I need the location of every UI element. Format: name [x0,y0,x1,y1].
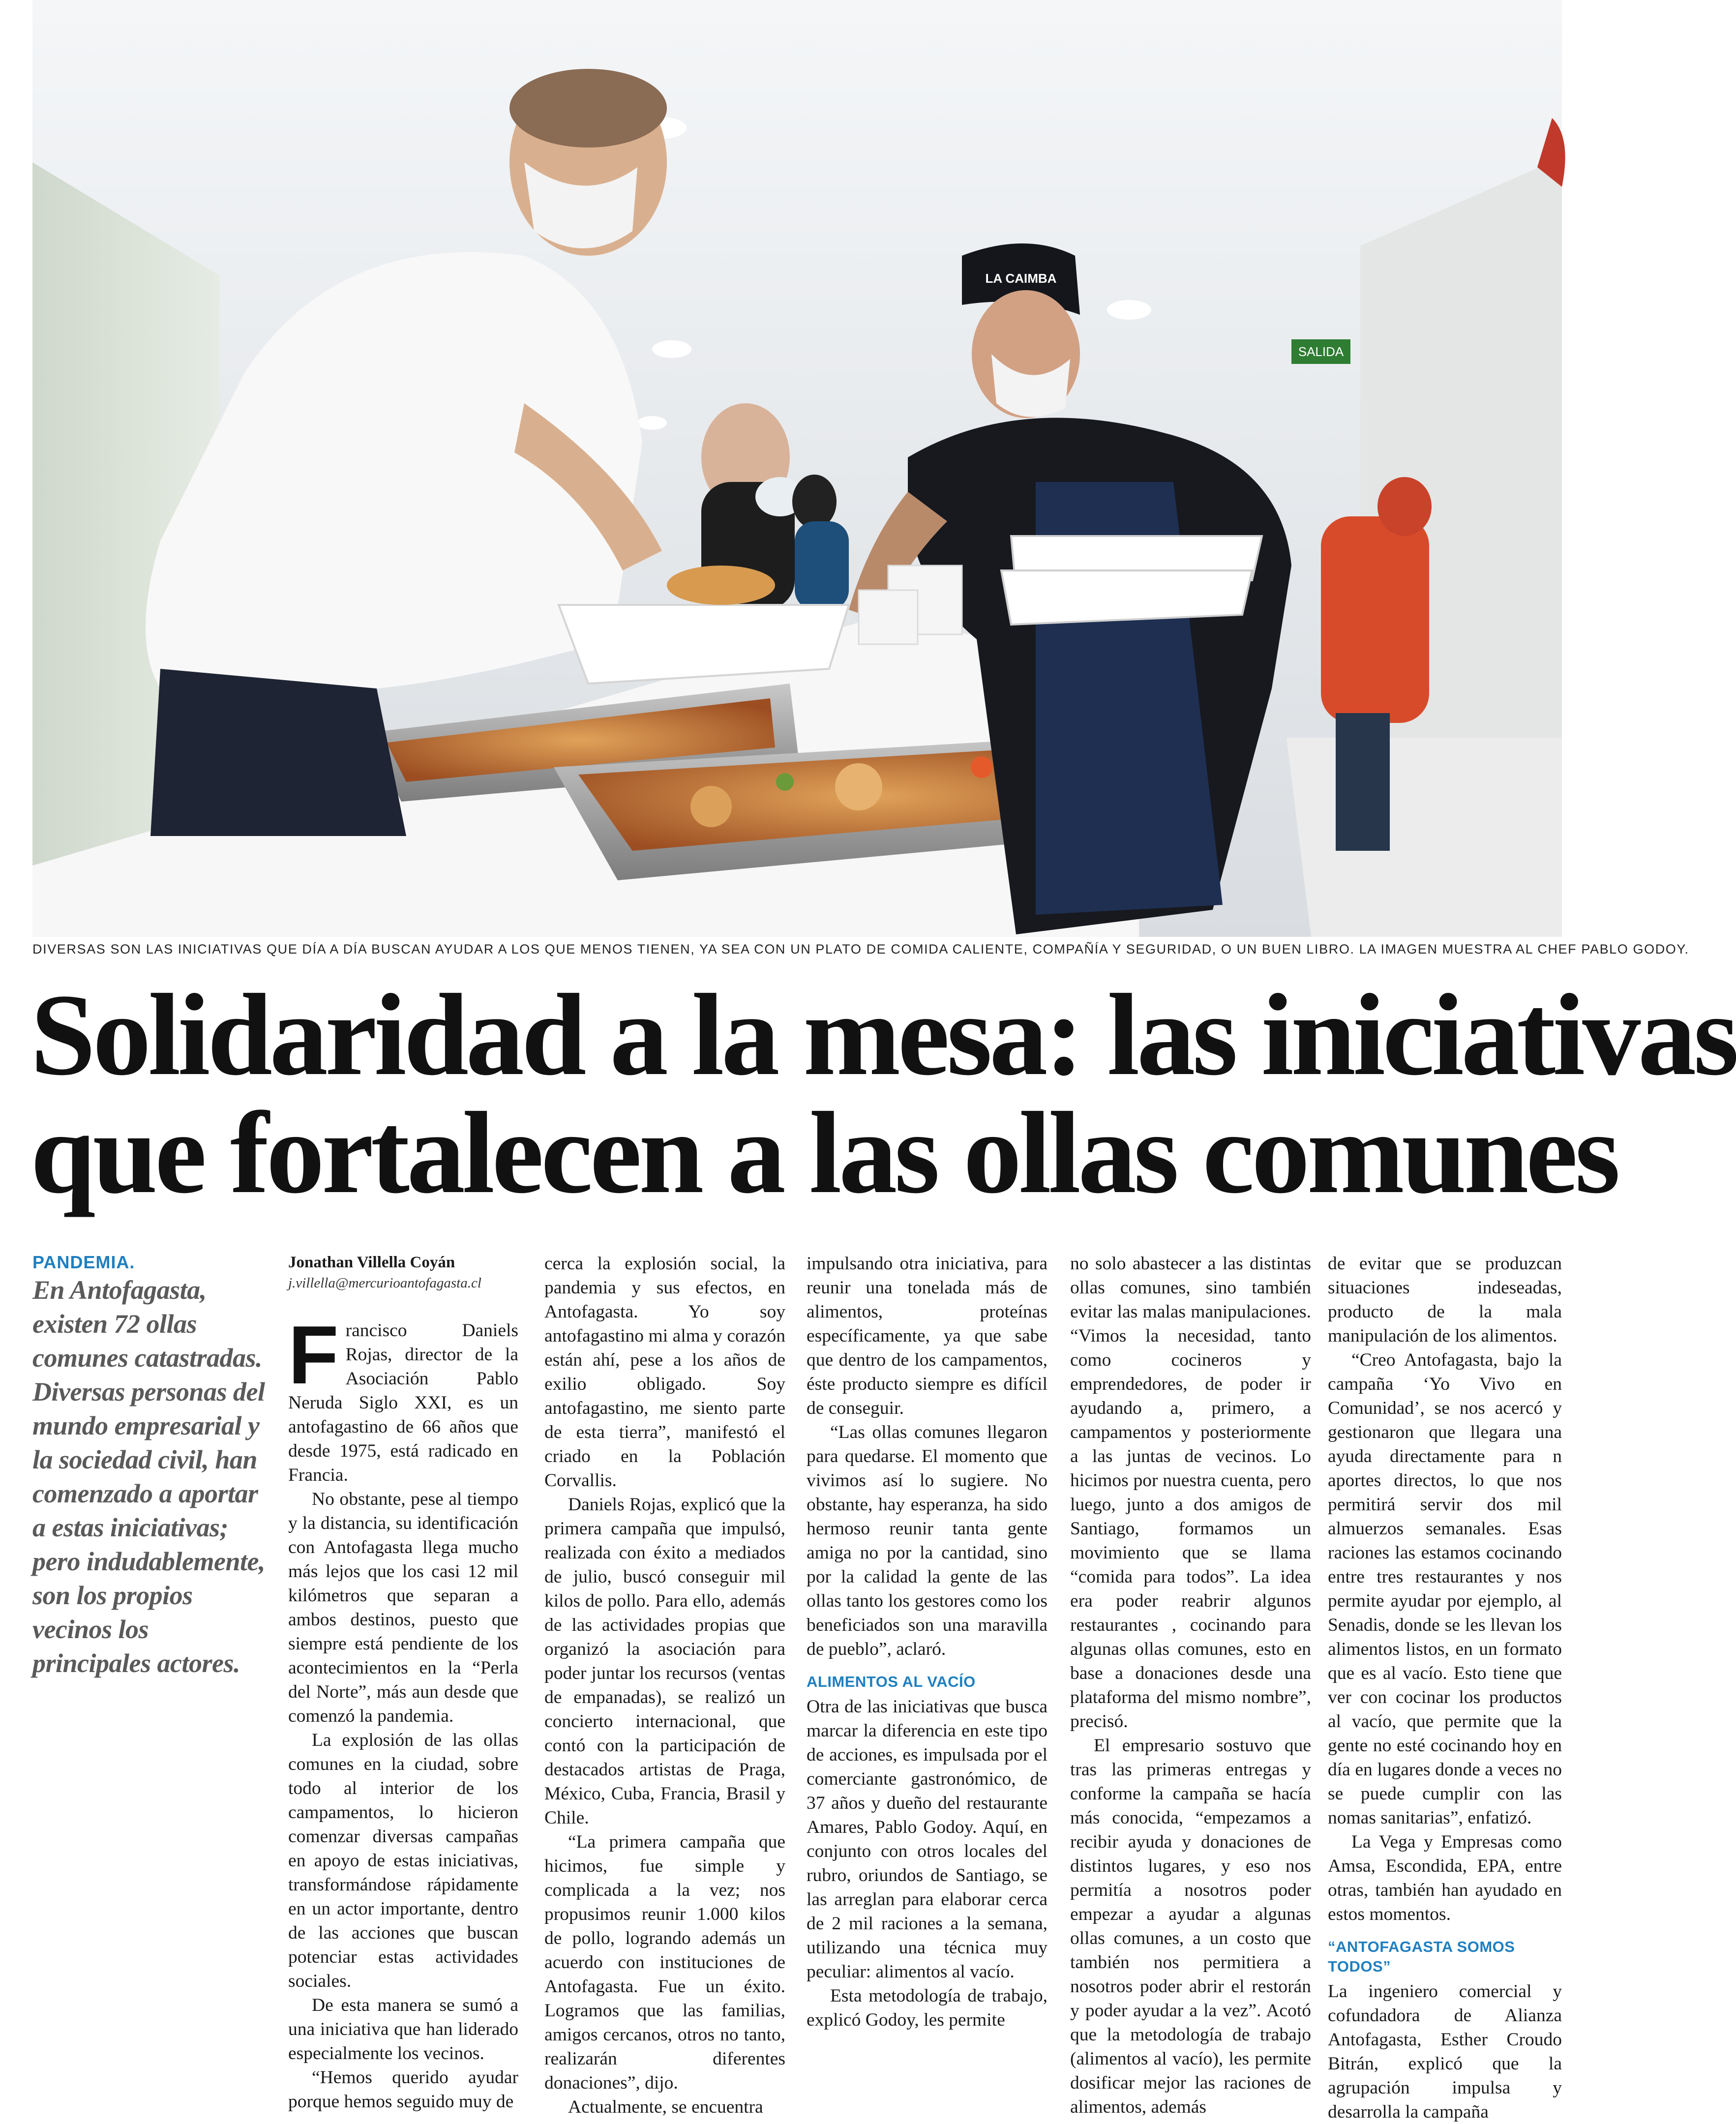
article-column-5 [1328,1252,1562,2122]
paragraph: Actualmente, se encuentra [568,2097,763,2117]
section-kicker: PANDEMIA. [32,1252,135,1272]
paragraph: “Hemos querido ayudar porque hemos seguido muy de [288,2067,518,2112]
article-photo [32,0,1562,937]
subheading: ALIMENTOS AL VACÍO [807,1673,976,1690]
byline-email: j.villella@mercurioantofagasta.cl [288,1275,481,1291]
paragraph: El empresario sostuvo que tras las primeras entregas y conforme la campaña se hacía más conocida, “empezamos a recibir ayuda y donaciones de distintos lugares, y eso nos permitía a nosotros poder empezar a ayudar a algunas ollas comunes, a un costo que también nos permitiera a nosotros poder abrir el restorán y poder ayudar a la vez”. Acotó que la metodología de trabajo (alimentos al vacío), les permite dosificar mejor las raciones de alimentos, además [1070,1735,1311,2117]
subheading: “ANTOFAGASTA SOMOS TODOS” [1328,1938,1515,1975]
paragraph: “La primera campaña que hicimos, fue simple y complicada a la vez; nos propusimos reunir 1.000 kilos de pollo, logrando además un acuerdo con instituciones de Antofagasta. Fue un éxito. Logramos que las familias, amigos cercanos, otros no tanto, realizarán diferentes donaciones”, dijo. [544,1832,785,2093]
photo-caption: DIVERSAS SON LAS INICIATIVAS QUE DÍA A DÍA BUSCAN AYUDAR A LOS QUE MENOS TIENEN, YA SEA CON UN PLATO DE COMIDA CALIENTE, COMPAÑÍA Y SEGURIDAD, O UN BUEN LIBRO. LA IMAGEN MUESTRA AL CHEF PABLO GODOY. [32,942,1689,957]
headline-line-2: que fortalecen a las ollas comunes [30,1088,1617,1218]
article-column-2 [544,1252,785,2117]
paragraph: La Vega y Empresas como Amsa, Escondida, EPA, entre otras, también han ayudado en estos momentos. [1328,1832,1562,1924]
svg-text:SALIDA: SALIDA [1298,344,1344,359]
byline-author: Jonathan Villella Coyán [288,1254,455,1271]
paragraph: La ingeniero comercial y cofundadora de Alianza Antofagasta, Esther Croudo Bitrán, explicó que la agrupación impulsa y desarrolla la campaña [1328,1981,1562,2122]
paragraph: Otra de las iniciativas que busca marcar la diferencia en este tipo de acciones, es impulsada por el comerciante gastronómico, de 37 años y dueño del restaurante Amares, Pablo Godoy. Aquí, en conjunto con otros locales del rubro, oriundos de Santiago, se las arreglan para elaborar cerca de 2 mil raciones a la semana, utilizando una técnica muy peculiar: alimentos al vacío. [807,1697,1048,1982]
paragraph: de evitar que se produzcan situaciones indeseadas, producto de la mala manipulación de los alimentos. [1328,1254,1562,1346]
paragraph: rancisco Daniels Rojas, director de la Asociación Pablo Neruda Siglo XXI, es un antofagastino de 66 años que desde 1975, está radicado en Francia. [288,1320,518,1485]
article-column-1 [288,1252,518,2112]
article-column-3 [807,1252,1048,2078]
paragraph: cerca la explosión social, la pandemia y sus efectos, en Antofagasta. Yo soy antofagastino mi alma y corazón están ahí, pese a los años de exilio obligado. Soy antofagastino, me siento parte de esta tierra”, manifestó el criado en la Población Corvallis. [544,1254,785,1491]
intro-column [32,1252,269,2078]
paragraph: Esta metodología de trabajo, explicó Godoy, les permite [807,1986,1048,2030]
paragraph: La explosión de las ollas comunes en la ciudad, sobre todo al interior de los campamentos, lo hicieron comenzar diversas campañas en apoyo de estas iniciativas, transformándose rápidamente en un actor importante, dentro de las acciones que buscan potenciar estas actividades sociales. [288,1730,518,1991]
paragraph: Daniels Rojas, explicó que la primera campaña que impulsó, realizada con éxito a mediados de julio, buscó conseguir mil kilos de pollo. Para ello, además de las actividades propias que organizó la asociación para poder juntar los recursos (ventas de empanadas), se realizó un concierto internacional, que contó con la participación de destacados artistas de Praga, México, Cuba, Francia, Brasil y Chile. [544,1495,785,1828]
headline [30,970,1736,1218]
paragraph: impulsando otra iniciativa, para reunir una tonelada más de alimentos, proteínas específicamente, ya que sabe que dentro de los campamentos, éste producto siempre es difícil de conseguir. [807,1254,1048,1418]
drop-cap: F [288,1309,339,1401]
paragraph: No obstante, pese al tiempo y la distancia, su identificación con Antofagasta llega mucho más lejos que los casi 12 mil kilómetros que separan a ambos destinos, puesto que siempre está pendiente de los acontecimientos en la “Perla del Norte”, más aun desde que comenzó la pandemia. [288,1489,518,1726]
headline-line-1: Solidaridad a la mesa: las iniciativas [30,970,1736,1100]
paragraph: “Creo Antofagasta, bajo la campaña ‘Yo Vivo en Comunidad’, se nos acercó y gestionaron que llegara una ayuda directamente para n aportes directos, lo que nos permitirá servir dos mil almuerzos semanales. Esas raciones las estamos cocinando entre tres restaurantes y nos permite ayudar por ejemplo, al Senadis, donde se les llevan los alimentos listos, en un formato que es al vacío. Esto tiene que ver con cocinar los productos al vacío, que permite que la gente no esté cocinando hoy en día en lugares donde a veces no se puede cumplir con las nomas sanitarias”, enfatizó. [1328,1350,1562,1828]
paragraph: “Las ollas comunes llegaron para quedarse. El momento que vivimos así lo sugiere. No obstante, hay esperanza, ha sido hermoso reunir tanta gente amiga no por la cantidad, sino por la calidad la gente de las ollas tanto los gestores como los beneficiados son una maravilla de pueblo”, aclaró. [807,1422,1048,1659]
article-column-4 [1070,1252,1311,2117]
intro-summary: En Antofagasta, existen 72 ollas comunes catastradas. Diversas personas del mundo empresarial y la sociedad civil, han comenzado a aportar a estas iniciativas; pero indudablemente, son los propios vecinos los principales actores. [32,1275,265,1678]
svg-text:LA CAIMBA: LA CAIMBA [985,271,1057,286]
paragraph: no solo abastecer a las distintas ollas comunes, sino también evitar las malas manipulaciones. “Vimos la necesidad, tanto como cocineros y emprendedores, de poder ir ayudando a, primero, a campamentos y posteriormente a las juntas de vecinos. Lo hicimos por nuestra cuenta, pero luego, junto a dos amigos de Santiago, formamos un movimiento que se llama “comida para todos”. La idea era poder reabrir algunos restaurantes , cocinando para algunas ollas comunes, esto en base a donaciones desde una plataforma del mismo nombre”, precisó. [1070,1254,1311,1732]
photo-illustration [32,0,1562,937]
paragraph: De esta manera se sumó a una iniciativa que han liderado especialmente los vecinos. [288,1995,518,2064]
